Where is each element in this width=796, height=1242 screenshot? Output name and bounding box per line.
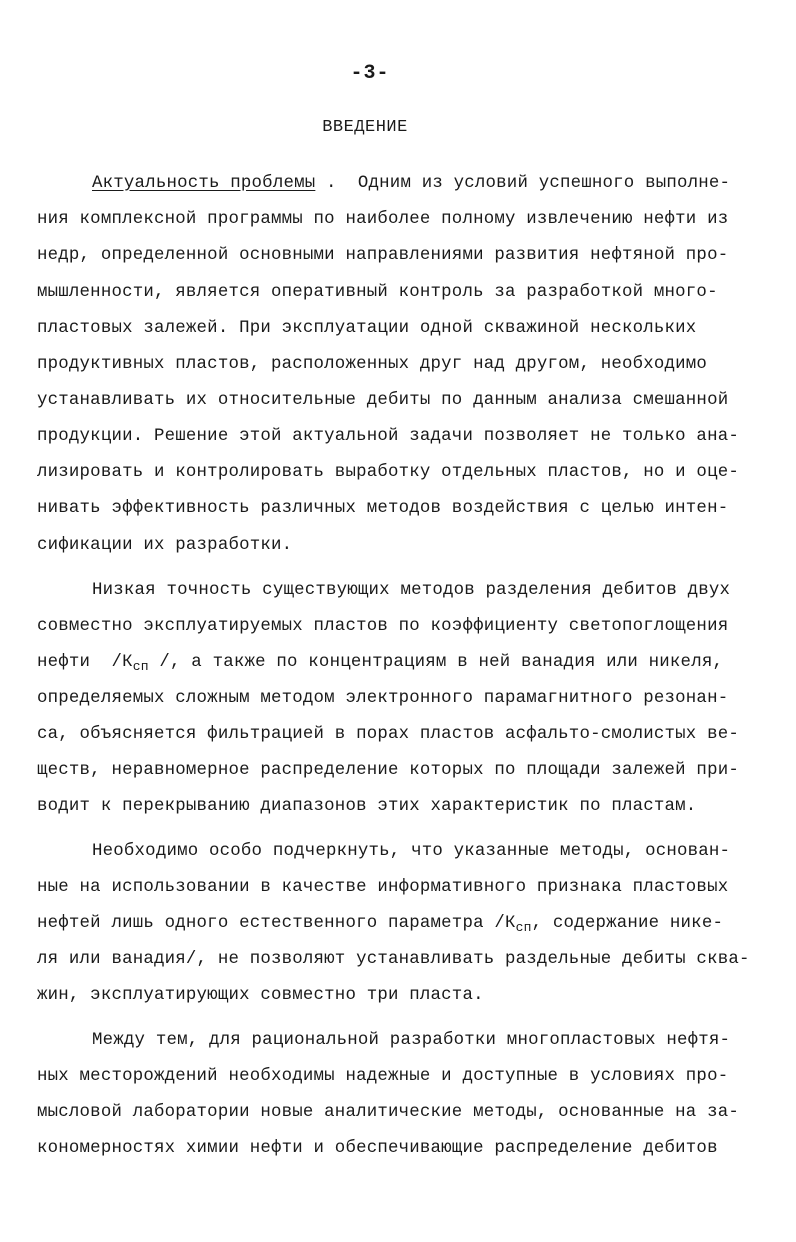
- subscript-sp: сп: [132, 659, 149, 674]
- paragraph-2-line-4: определяемых сложным методом электронного парамагнитного резонан-: [37, 689, 729, 708]
- section-heading: ВВЕДЕНИЕ: [322, 118, 408, 137]
- paragraph-2-line-7: водит к перекрыванию диапазонов этих характеристик по пластам.: [37, 797, 697, 816]
- paragraph-2-line-3: нефти $/К_{сп}$ /, а также по концентрациям в ней ванадия или никеля,: [37, 653, 724, 674]
- paragraph-3-line-5: жин, эксплуатирующих совместно три пласта.: [37, 986, 484, 1005]
- paragraph-1-line-11: сификации их разработки.: [37, 536, 293, 555]
- paragraph-1-line-3: недр, определенной основными направлениями развития нефтяной про-: [37, 246, 729, 265]
- paragraph-1-line-7: устанавливать их относительные дебиты по данным анализа смешанной: [37, 391, 729, 410]
- paragraph-3-line-3: нефтей лишь одного естественного параметра $/К_{сп}$, содержание нике-: [37, 914, 724, 935]
- paragraph-1-title: Актуальность проблемы: [92, 174, 316, 193]
- paragraph-1-line-2: ния комплексной программы по наиболее полному извлечению нефти из: [37, 210, 729, 229]
- paragraph-3-line-2: ные на использовании в качестве информативного признака пластовых: [37, 878, 729, 897]
- paragraph-1-line-4: мышленности, является оперативный контроль за разработкой много-: [37, 283, 718, 302]
- paragraph-1-line-8: продукции. Решение этой актуальной задачи позволяет не только ана-: [37, 427, 739, 446]
- subscript-sp-2: сп: [515, 920, 532, 935]
- paragraph-1-line-5: пластовых залежей. При эксплуатации одной скважиной нескольких: [37, 319, 697, 338]
- paragraph-3-line-1: Необходимо особо подчеркнуть, что указанные методы, основан-: [92, 842, 731, 861]
- paragraph-1-line-6: продуктивных пластов, расположенных друг над другом, необходимо: [37, 355, 708, 374]
- paragraph-1-line-9: лизировать и контролировать выработку отдельных пластов, но и оце-: [37, 463, 739, 482]
- paragraph-4-line-2: ных месторождений необходимы надежные и доступные в условиях про-: [37, 1067, 729, 1086]
- paragraph-2-line-2: совместно эксплуатируемых пластов по коэффициенту светопоглощения: [37, 617, 729, 636]
- paragraph-2-line-6: ществ, неравномерное распределение которых по площади залежей при-: [37, 761, 739, 780]
- paragraph-4-line-3: мысловой лаборатории новые аналитические методы, основанные на за-: [37, 1103, 739, 1122]
- paragraph-1-line-10: нивать эффективность различных методов воздействия с целью интен-: [37, 499, 729, 518]
- paragraph-4-line-1: Между тем, для рациональной разработки многопластовых нефтя-: [92, 1031, 731, 1050]
- paragraph-2-line-1: Низкая точность существующих методов разделения дебитов двух: [92, 581, 731, 600]
- page-number: -3-: [350, 62, 390, 85]
- paragraph-1-line-1: Актуальность проблемы . Одним из условий успешного выполне-: [92, 174, 731, 193]
- paragraph-3-line-4: ля или ванадия/, не позволяют устанавливать раздельные дебиты сква-: [37, 950, 750, 969]
- paragraph-2-line-5: са, объясняется фильтрацией в порах пластов асфальто-смолистых ве-: [37, 725, 739, 744]
- paragraph-4-line-4: кономерностях химии нефти и обеспечивающие распределение дебитов: [37, 1139, 718, 1158]
